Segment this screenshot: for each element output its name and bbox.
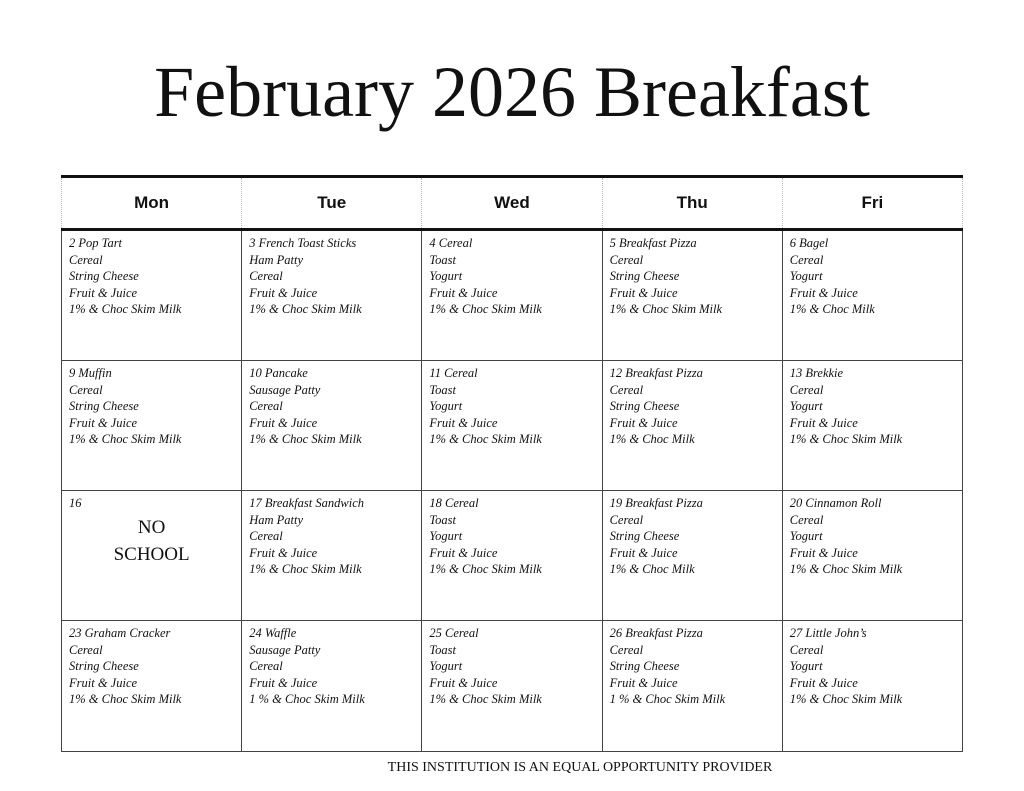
menu-item: Cereal [609,642,644,657]
menu-item: Fruit & Juice [609,675,678,690]
menu-item: String Cheese [69,659,139,673]
menu-item: Yogurt [429,659,463,673]
menu-item: Cereal [609,512,644,527]
weekday-header: Thu [602,177,782,230]
weekday-header-row [62,177,963,230]
day-entree: 10 Pancake [249,366,308,380]
weekday-header: Fri [782,177,962,230]
menu-item: Cereal [789,382,824,397]
menu-item: Yogurt [789,529,823,543]
week-row [62,230,963,361]
menu-item: 1% & Choc Skim Milk [429,302,542,316]
menu-item: 1% & Choc Skim Milk [789,432,903,446]
day-entree: 3 French Toast Sticks [249,236,357,250]
menu-item: 1% & Choc Skim Milk [429,692,542,706]
day-entree: 26 Breakfast Pizza [609,626,703,640]
menu-item: Fruit & Juice [789,285,858,300]
menu-item: Yogurt [789,659,823,673]
menu-item: Cereal [69,642,103,657]
menu-item: String Cheese [69,269,139,283]
no-school-note: SCHOOL [113,543,190,565]
day-entree: 19 Breakfast Pizza [609,496,703,510]
menu-item: Fruit & Juice [429,285,498,300]
day-entree: 9 Muffin [69,366,112,380]
day-cell [422,621,602,752]
week-row [62,491,963,621]
day-entree: 27 Little John’s [789,626,867,640]
day-entree: 4 Cereal [429,236,473,250]
menu-calendar [61,175,963,752]
day-entree: 11 Cereal [429,366,478,380]
menu-item: Cereal [609,382,644,397]
page-title: February 2026 Breakfast [154,52,870,132]
menu-item: 1% & Choc Skim Milk [69,692,182,706]
menu-item: String Cheese [609,269,680,283]
day-entree: 5 Breakfast Pizza [609,236,697,250]
menu-item: Fruit & Juice [609,285,678,300]
menu-item: Toast [429,382,457,397]
day-entree: 24 Waffle [249,626,297,640]
day-cell [602,361,782,491]
menu-item: 1% & Choc Skim Milk [249,302,362,316]
day-entree: 13 Brekkie [789,366,844,380]
day-entree: 16 [69,496,82,510]
day-entree: 18 Cereal [429,496,479,510]
day-cell [782,230,962,361]
menu-item: Fruit & Juice [249,415,318,430]
day-cell [422,230,602,361]
day-entree: 2 Pop Tart [69,236,123,250]
day-cell [62,230,242,361]
menu-item: Fruit & Juice [429,415,498,430]
day-cell [62,361,242,491]
menu-item: 1% & Choc Skim Milk [789,692,903,706]
day-cell [602,621,782,752]
menu-item: Fruit & Juice [429,545,498,560]
menu-item: Toast [429,252,457,267]
menu-item: Cereal [249,399,283,413]
day-cell [422,491,602,621]
day-entree: 6 Bagel [789,236,829,250]
menu-item: Fruit & Juice [789,675,858,690]
menu-item: Yogurt [429,269,463,283]
menu-item: Cereal [609,252,644,267]
menu-item: 1% & Choc Milk [609,562,695,576]
menu-item: 1% & Choc Skim Milk [789,562,903,576]
menu-item: Cereal [249,529,283,543]
day-cell [242,491,422,621]
day-entree: 25 Cereal [429,626,479,640]
menu-item: Yogurt [429,399,463,413]
day-cell [62,491,242,621]
menu-item: Fruit & Juice [69,675,138,690]
menu-item: Toast [429,512,457,527]
day-cell [62,621,242,752]
footer-notice: THIS INSTITUTION IS AN EQUAL OPPORTUNITY PROVIDER [387,760,773,775]
menu-item: 1% & Choc Skim Milk [429,562,542,576]
menu-item: Fruit & Juice [609,415,678,430]
menu-item: String Cheese [69,399,139,413]
menu-item: Cereal [69,382,103,397]
menu-item: String Cheese [609,529,680,543]
day-cell [782,491,962,621]
day-entree: 20 Cinnamon Roll [789,496,882,510]
menu-item: Fruit & Juice [249,285,318,300]
menu-item: Fruit & Juice [789,415,858,430]
menu-item: Cereal [789,252,824,267]
menu-item: Fruit & Juice [69,285,138,300]
weekday-header: Tue [242,177,422,230]
menu-item: Yogurt [429,529,463,543]
menu-item: 1 % & Choc Skim Milk [249,692,365,706]
week-row [62,361,963,491]
day-cell [602,491,782,621]
menu-item: Fruit & Juice [249,675,318,690]
menu-item: Cereal [789,642,824,657]
menu-item: 1 % & Choc Skim Milk [609,692,726,706]
menu-item: Yogurt [789,269,823,283]
day-cell [242,361,422,491]
day-cell [782,361,962,491]
menu-item: Fruit & Juice [69,415,138,430]
day-cell [242,621,422,752]
weekday-header: Mon [62,177,242,230]
menu-item: Yogurt [789,399,823,413]
menu-item: 1% & Choc Skim Milk [249,562,362,576]
week-row [62,621,963,752]
day-entree: 23 Graham Cracker [69,626,171,640]
day-cell [242,230,422,361]
menu-item: 1% & Choc Milk [609,432,695,446]
day-cell [422,361,602,491]
menu-item: Cereal [249,269,283,283]
menu-item: 1% & Choc Skim Milk [249,432,362,446]
menu-item: Ham Patty [249,252,303,267]
menu-item: String Cheese [609,399,680,413]
menu-item: String Cheese [609,659,680,673]
menu-item: Cereal [789,512,824,527]
day-entree: 12 Breakfast Pizza [609,366,703,380]
menu-item: Fruit & Juice [249,545,318,560]
menu-item: Ham Patty [249,512,303,527]
day-cell [782,621,962,752]
menu-item: 1% & Choc Milk [789,302,875,316]
menu-item: Cereal [249,659,283,673]
menu-item: Fruit & Juice [609,545,678,560]
menu-item: 1% & Choc Skim Milk [429,432,542,446]
menu-item: Fruit & Juice [429,675,498,690]
menu-item: 1% & Choc Skim Milk [609,302,723,316]
day-entree: 17 Breakfast Sandwich [249,496,364,510]
menu-item: Cereal [69,252,103,267]
day-cell [602,230,782,361]
no-school-note: NO [137,516,166,538]
weekday-header: Wed [422,177,602,230]
menu-item: 1% & Choc Skim Milk [69,302,182,316]
menu-item: Fruit & Juice [789,545,858,560]
menu-item: Toast [429,642,457,657]
menu-item: Sausage Patty [249,382,321,397]
menu-item: Sausage Patty [249,642,321,657]
menu-item: 1% & Choc Skim Milk [69,432,182,446]
